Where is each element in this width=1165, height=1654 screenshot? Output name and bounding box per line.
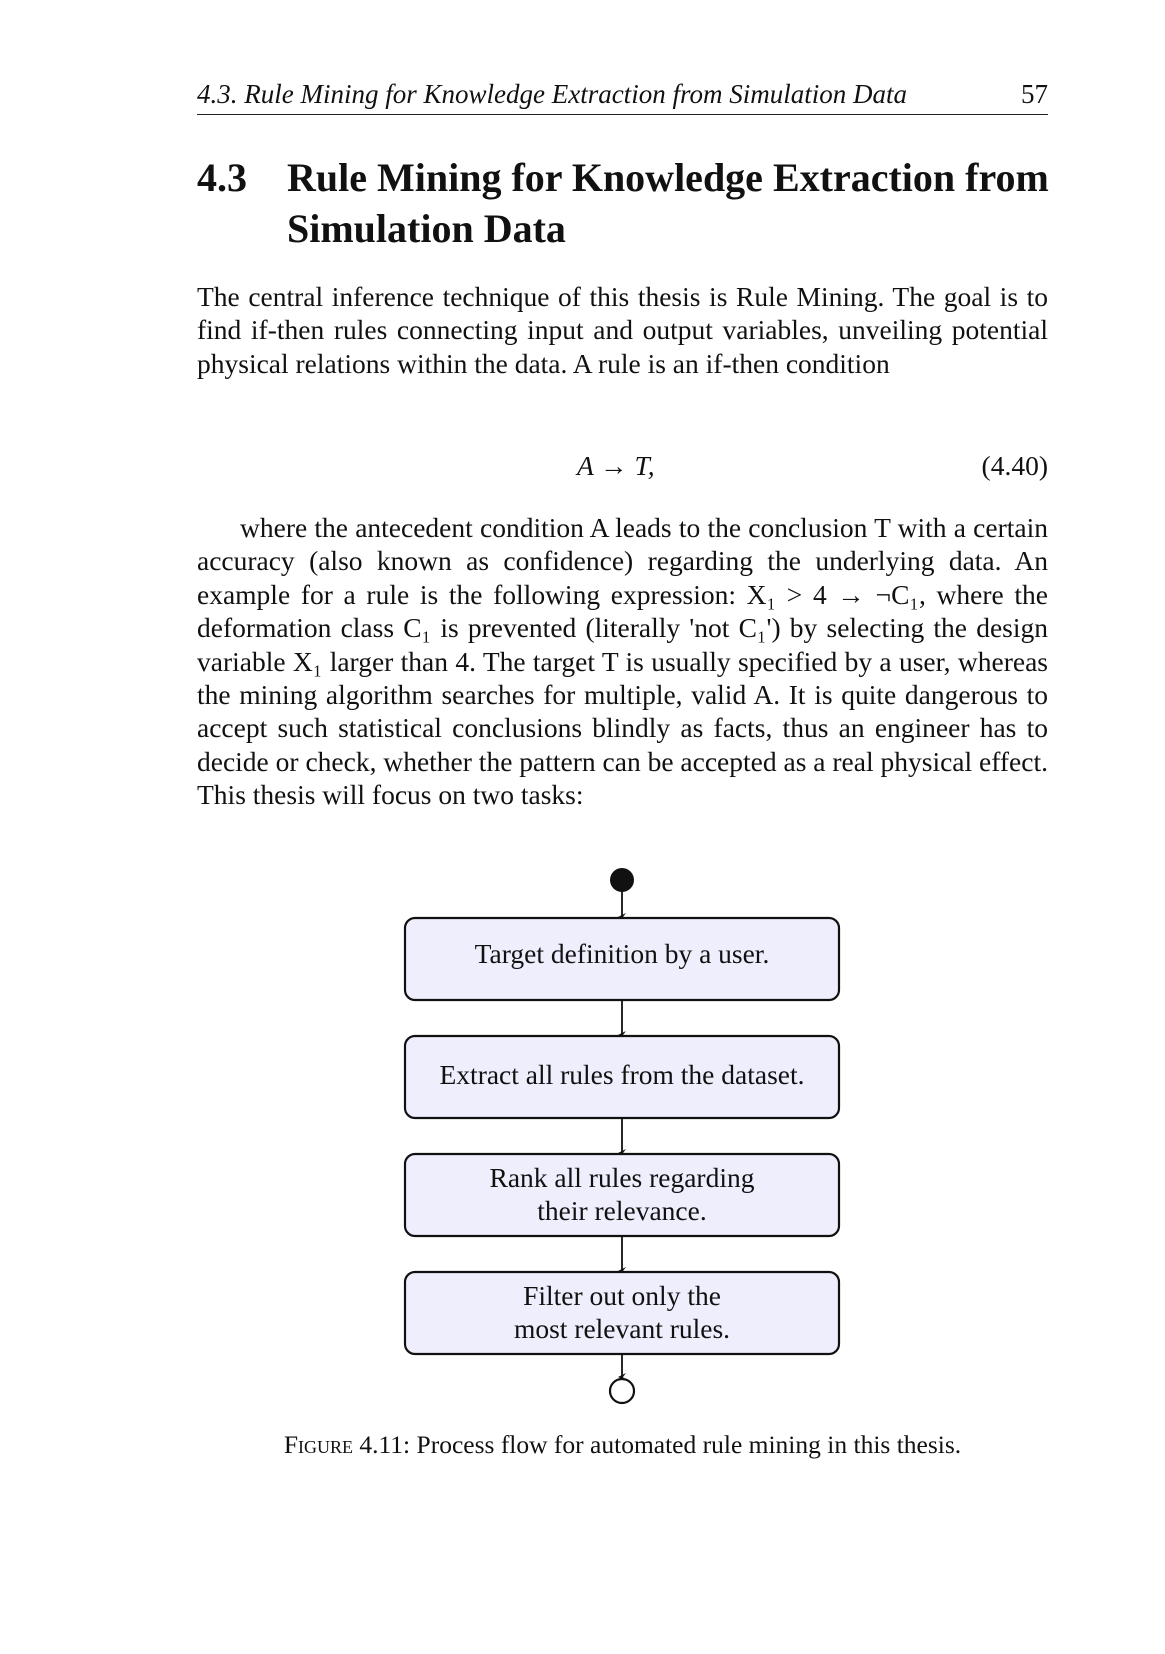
paragraph-explanation-text: where the antecedent condition A leads to the conclusion T with a certain accuracy (also known as confidence) regarding the underlying data. An example for a rule is the following expression: X₁ > 4 → ¬C₁, where the deformation class C₁ is prevented (literally 'not C₁') by selecting the design variable X₁ larger than 4. The target T is usually specified by a user, whereas the mining algorithm searches for multiple, valid A. It is quite dangerous to accept such statistical conclusions blindly as facts, thus an engineer has to decide or check, whether the pattern can be accepted as a real physical effect. This thesis will focus on two tasks: (197, 512, 1048, 811)
paragraph-intro-text: The central inference technique of this thesis is Rule Mining. The goal is to find if-then rules connecting input and output variables, unveiling potential physical relations within the data. A rule is an if-then condition (197, 281, 1048, 379)
section-title: Rule Mining for Knowledge Extraction from Simulation Data (287, 155, 1049, 251)
equation-number: (4.40) (981, 450, 1048, 481)
flow-step-4-label: Filter out only the most relevant rules. (513, 1280, 731, 1344)
flow-step-3-label: Rank all rules regarding their relevance. (489, 1162, 755, 1226)
page-number: 57 (1021, 79, 1048, 109)
flow-step-1-label: Target definition by a user. (474, 938, 770, 969)
start-node (610, 868, 634, 892)
running-head-title: 4.3. Rule Mining for Knowledge Extraction from Simulation Data (197, 79, 907, 109)
end-node (610, 1379, 634, 1403)
figure-caption-text: Process flow for automated rule mining in this thesis. (416, 1430, 962, 1459)
equation-expression: A → T, (577, 450, 655, 481)
figure-caption (260, 1428, 985, 1461)
flow-step-2-label: Extract all rules from the dataset. (439, 1059, 805, 1090)
figure-label: Figure 4.11: (283, 1430, 411, 1459)
section-number: 4.3 (197, 155, 247, 200)
